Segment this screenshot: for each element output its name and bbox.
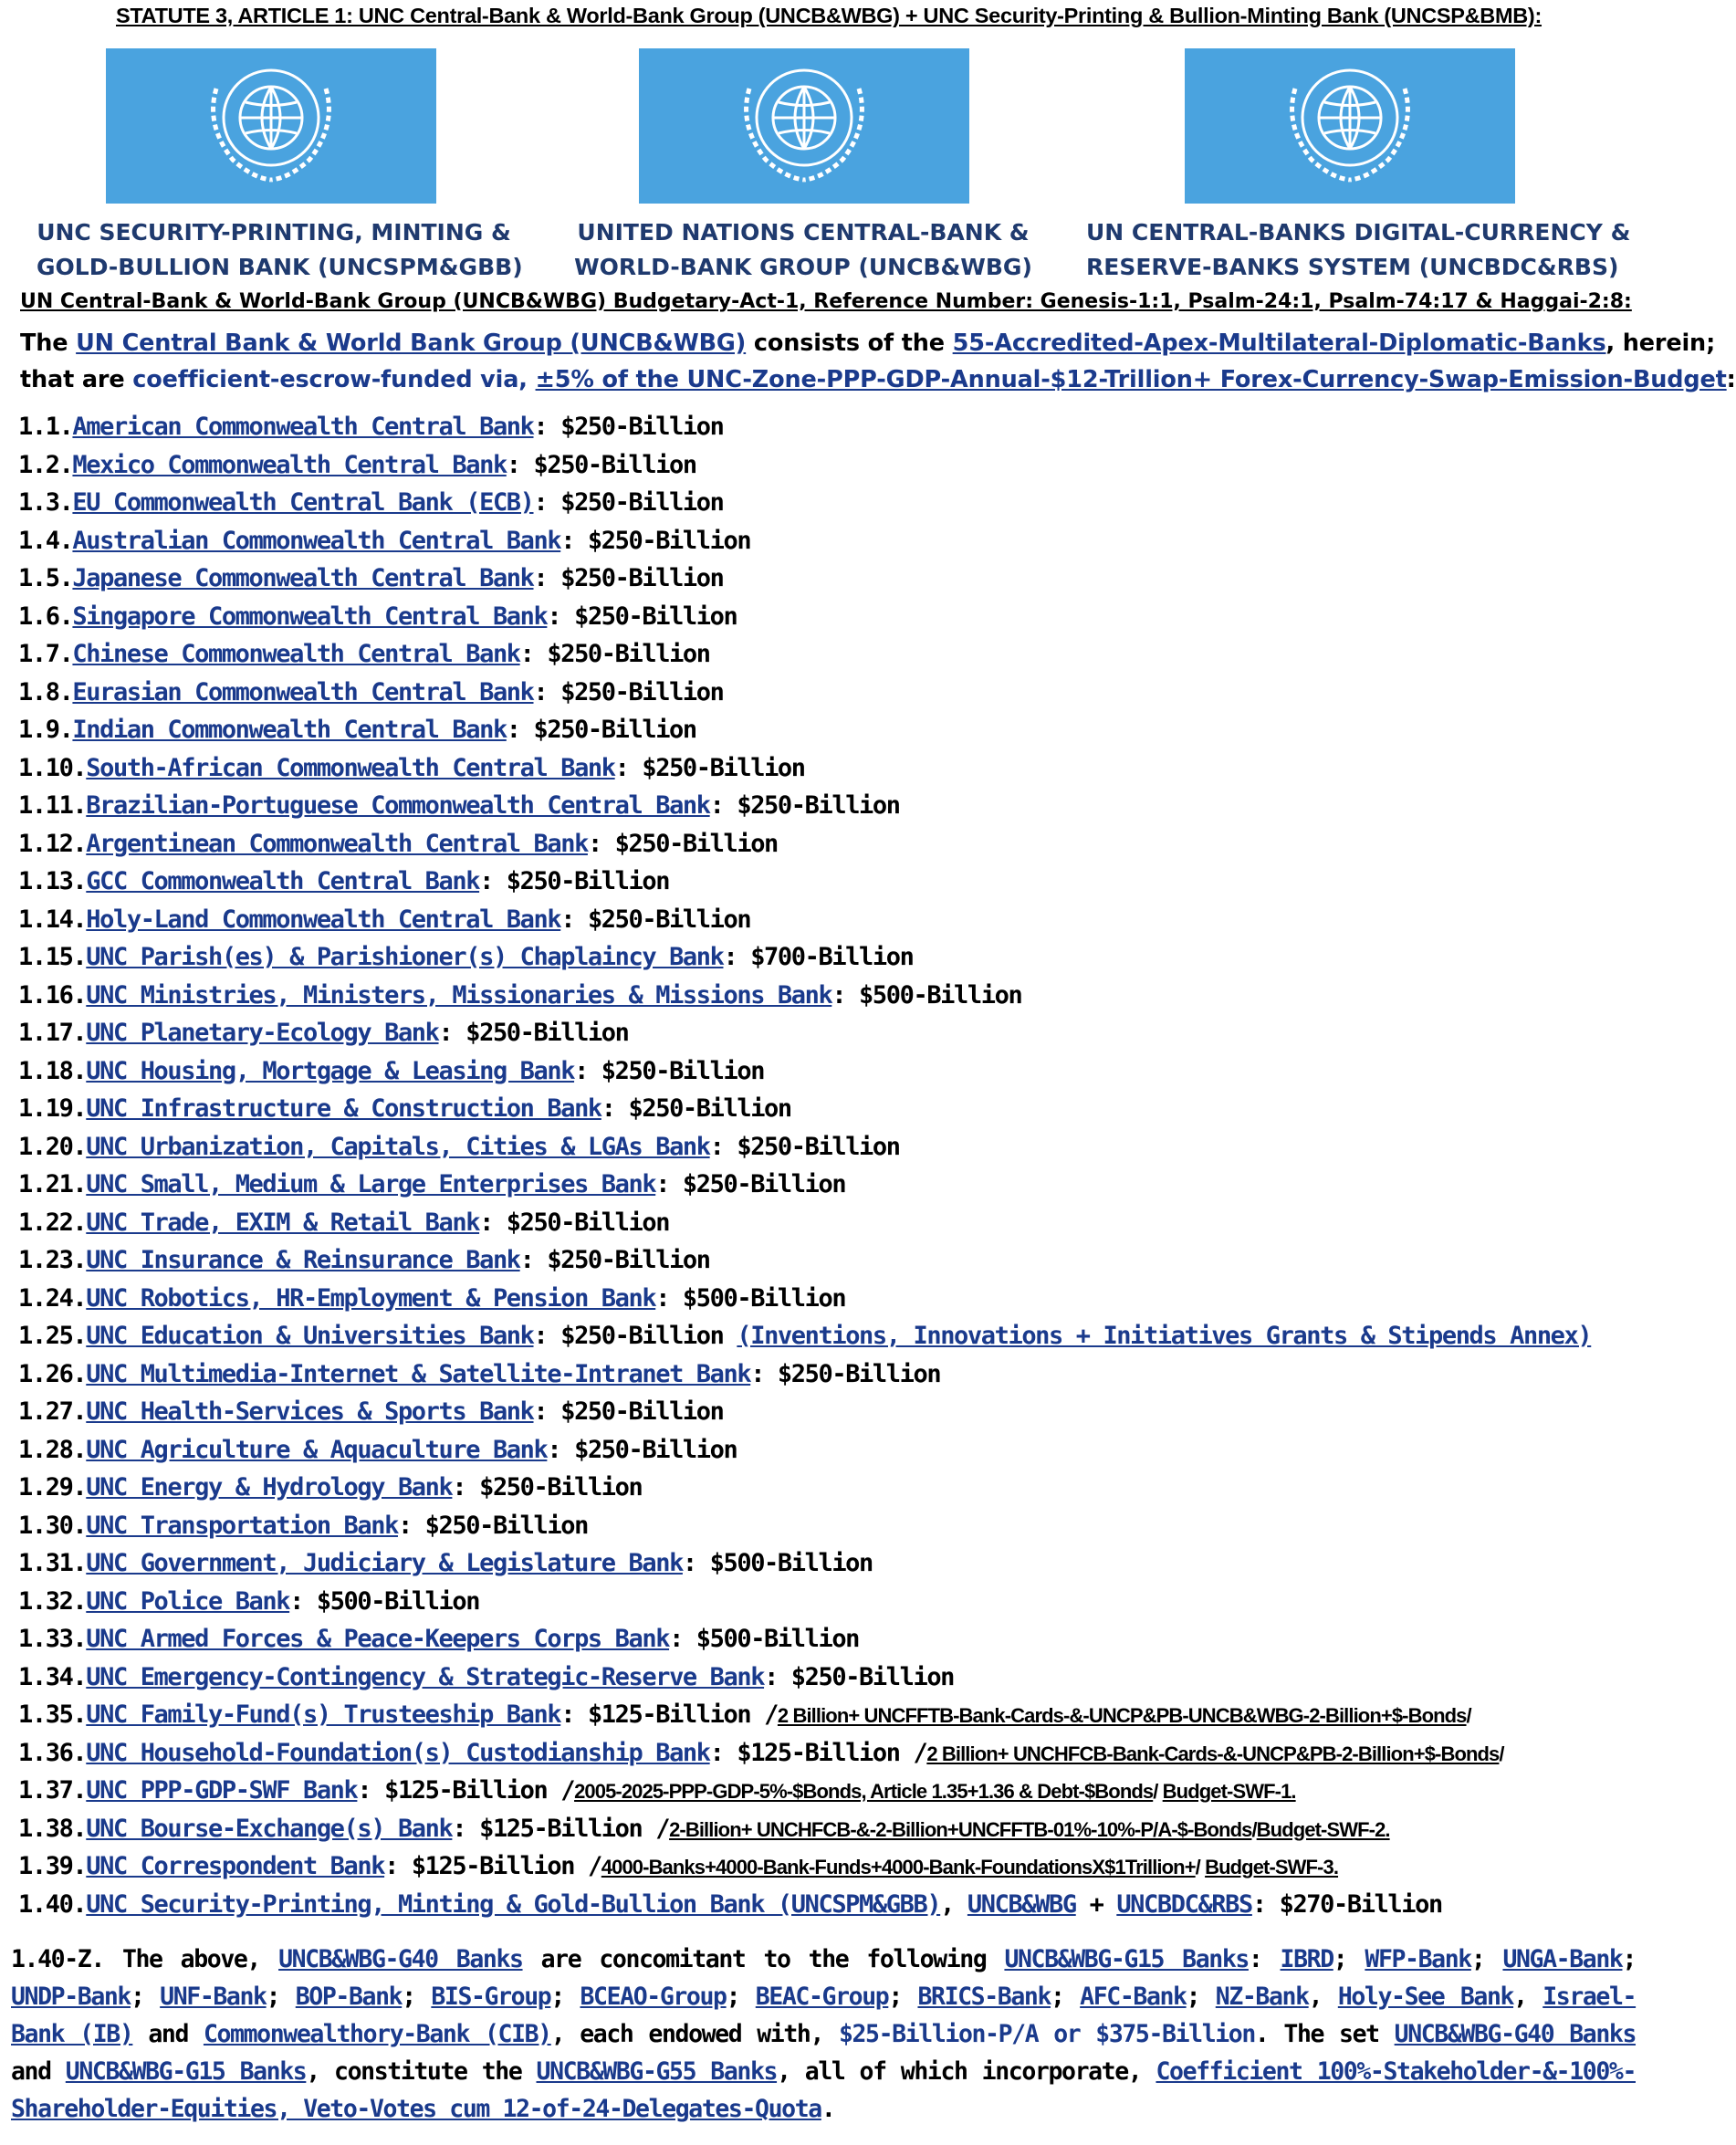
bank-list-item xyxy=(18,1317,1652,1355)
g15-bank-link[interactable]: Holy-See Bank xyxy=(1337,1983,1514,2011)
item-number: 1.30. xyxy=(18,1511,87,1540)
bank-list-item xyxy=(18,1847,1652,1886)
g15-bank-link[interactable]: Israel-Bank (IB) xyxy=(11,1983,1637,2048)
logo-uncspmgbb xyxy=(106,48,436,204)
bank-list-item xyxy=(18,1393,1652,1431)
bank-name-link[interactable]: Holy-Land Commonwealth Central Bank xyxy=(86,905,561,934)
bank-amount: : $250-Billion xyxy=(533,677,724,706)
g15-bank-link[interactable]: UNDP-Bank xyxy=(11,1983,131,2011)
bank-name-link[interactable]: UNC Family-Fund(s) Trusteeship Bank xyxy=(86,1700,561,1729)
bond-note-link[interactable]: Budget-SWF-1. xyxy=(1162,1780,1296,1803)
bank-name-link[interactable]: UNC Emergency-Contingency & Strategic-Reserve Bank xyxy=(86,1662,765,1691)
bank-name-link[interactable]: UNC Urbanization, Capitals, Cities & LGAs Bank xyxy=(86,1132,710,1161)
annex-link[interactable]: (Inventions, Innovations + Initiatives Grants & Stipends Annex) xyxy=(737,1322,1592,1350)
bank-amount: : $125-Billion / xyxy=(357,1776,575,1805)
bank-name-link[interactable]: UNC Transportation Bank xyxy=(86,1511,398,1540)
g15-bank-link[interactable]: BOP-Bank xyxy=(295,1983,403,2011)
bank-amount: : $125-Billion / xyxy=(560,1700,778,1729)
link-55-banks[interactable]: 55-Accredited-Apex-Multilateral-Diplomatic-Banks xyxy=(952,330,1606,357)
budget-act-line: UN Central-Bank & World-Bank Group (UNCB&WBG) Budgetary-Act-1, Reference Number: Genesis-1:1, Psalm-24:1, Psalm-74:17 & Haggai-2:8: xyxy=(20,290,1632,313)
item-number: 1.20. xyxy=(18,1132,87,1161)
bank-name-link[interactable]: Singapore Commonwealth Central Bank xyxy=(72,602,548,631)
bank-amount: : $250-Billion xyxy=(506,450,696,479)
bank-amount: : $500-Billion xyxy=(289,1586,480,1616)
bank-list-item xyxy=(18,1204,1652,1242)
bank-amount: : $250-Billion xyxy=(574,1056,765,1085)
link-g15[interactable]: UNCB&WBG-G15 Banks xyxy=(1004,1945,1249,1973)
bank-list-item xyxy=(18,1166,1652,1204)
bank-list-item xyxy=(18,825,1652,863)
g15-bank-link[interactable]: WFP-Bank xyxy=(1365,1945,1471,1973)
bank-name-link[interactable]: UNC PPP-GDP-SWF Bank xyxy=(86,1776,358,1805)
logo-caption: UN CENTRAL-BANKS DIGITAL-CURRENCY & RESERVE-BANKS SYSTEM (UNCBDC&RBS) xyxy=(1086,219,1631,280)
bank-name-link[interactable]: UNC Bourse-Exchange(s) Bank xyxy=(86,1814,453,1843)
bond-note-link[interactable]: 2-Billion+ UNCHFCB-&-2-Billion+UNCFFTB-01%-10%-P/A-$-Bonds xyxy=(669,1817,1252,1841)
item-number: 1.17. xyxy=(18,1019,87,1047)
link-uncbwbg[interactable]: UN Central Bank & World Bank Group (UNCB&WBG) xyxy=(76,330,747,357)
bank-name-link[interactable]: Argentinean Commonwealth Central Bank xyxy=(86,829,588,858)
g15-bank-link[interactable]: UNGA-Bank xyxy=(1502,1945,1623,1973)
bank-name-link[interactable]: UNC Correspondent Bank xyxy=(86,1852,385,1880)
separator: / xyxy=(1251,1817,1257,1841)
item-number: 1.15. xyxy=(18,943,87,971)
bank-amount: : $250-Billion xyxy=(547,1435,737,1464)
g15-bank-link[interactable]: BEAC-Group xyxy=(755,1983,889,2011)
bank-name-link[interactable]: GCC Commonwealth Central Bank xyxy=(86,867,480,895)
bank-name-link[interactable]: EU Commonwealth Central Bank (ECB) xyxy=(72,488,534,517)
bank-list-item xyxy=(18,901,1652,939)
bank-list-item xyxy=(18,863,1652,901)
bank-list-item xyxy=(18,1431,1652,1470)
bank-list-item xyxy=(18,560,1652,598)
bond-note xyxy=(669,1818,1390,1841)
bond-note xyxy=(574,1780,1296,1803)
item-number: 1.35. xyxy=(18,1700,87,1729)
bank-amount: : $250-Billion xyxy=(560,526,751,555)
item-number: 1.38. xyxy=(18,1814,87,1843)
bank-name-link[interactable]: UNC Agriculture & Aquaculture Bank xyxy=(86,1435,548,1464)
item-number: 1.29. xyxy=(18,1473,87,1502)
bank-name-link[interactable]: Eurasian Commonwealth Central Bank xyxy=(72,677,534,706)
bank-amount: : $250-Billion xyxy=(709,791,900,820)
bank-name-link[interactable]: UNC Infrastructure & Construction Bank xyxy=(86,1094,601,1123)
g15-bank-link[interactable]: AFC-Bank xyxy=(1080,1983,1187,2011)
bank-name-link[interactable]: Australian Commonwealth Central Bank xyxy=(72,526,561,555)
bank-amount: : $250-Billion xyxy=(519,1246,710,1274)
bank-name-link[interactable]: UNC Armed Forces & Peace-Keepers Corps Bank xyxy=(86,1625,670,1653)
bond-note xyxy=(778,1704,1471,1727)
item-number: 1.32. xyxy=(18,1586,87,1616)
bank-amount: : $250-Billion xyxy=(533,488,724,517)
item-number: 1.19. xyxy=(18,1094,87,1123)
item-number: 1.16. xyxy=(18,980,87,1010)
bank-name-link[interactable]: UNC Robotics, HR-Employment & Pension Bank xyxy=(86,1283,656,1313)
item-number: 1.18. xyxy=(18,1056,87,1085)
bank-amount: : $250-Billion xyxy=(519,640,710,668)
bank-name-link[interactable]: Japanese Commonwealth Central Bank xyxy=(72,564,534,592)
bank-list-item xyxy=(18,1886,1652,1924)
bank-amount: : $250-Billion xyxy=(452,1473,643,1502)
bank-list-item xyxy=(18,938,1652,977)
bank-list-item xyxy=(18,1090,1652,1128)
bank-name-link[interactable]: UNC Energy & Hydrology Bank xyxy=(86,1473,453,1502)
separator: / xyxy=(1153,1780,1163,1803)
link-forex-budget[interactable]: ±5% of the UNC-Zone-PPP-GDP-Annual-$12-Trillion+ Forex-Currency-Swap-Emission-Budget xyxy=(535,366,1727,393)
g15-bank-link[interactable]: Commonwealthory-Bank (CIB) xyxy=(203,2020,551,2048)
bank-amount: : $250-Billion xyxy=(655,1170,846,1198)
item-number: 1.8. xyxy=(18,677,73,706)
item-number: 1.22. xyxy=(18,1208,87,1237)
bank-name-link[interactable]: UNC Security-Printing, Minting & Gold-Bullion Bank (UNCSPM&GBB) xyxy=(86,1889,941,1919)
bank-name-link[interactable]: Chinese Commonwealth Central Bank xyxy=(72,640,520,668)
item-number: 1.5. xyxy=(18,564,73,592)
bank-list-item xyxy=(18,1583,1652,1621)
bank-amount: : $250-Billion xyxy=(764,1662,955,1691)
bank-list-item xyxy=(18,1280,1652,1318)
bank-list-item xyxy=(18,1469,1652,1507)
bank-amount: : $250-Billion xyxy=(479,867,670,895)
link-g40[interactable]: UNCB&WBG-G40 Banks xyxy=(1394,2020,1637,2048)
bank-name-link[interactable]: UNC Health-Services & Sports Bank xyxy=(86,1397,534,1426)
item-number: 1.6. xyxy=(18,602,73,631)
logo-caption: UNITED NATIONS CENTRAL-BANK & WORLD-BANK GROUP (UNCB&WBG) xyxy=(574,219,1032,280)
bank-list-item xyxy=(18,408,1652,446)
bank-amount: : $500-Billion xyxy=(669,1625,860,1653)
bank-list-item xyxy=(18,1810,1652,1848)
separator: / xyxy=(1195,1856,1206,1878)
item-number: 1.2. xyxy=(18,450,73,479)
bond-note xyxy=(926,1742,1503,1765)
bank-name-link[interactable]: UNC Police Bank xyxy=(86,1586,290,1616)
item-number: 1.31. xyxy=(18,1549,87,1577)
item-number: 1.28. xyxy=(18,1435,87,1464)
bond-note-link[interactable]: Budget-SWF-2. xyxy=(1256,1817,1390,1841)
bond-note-link[interactable]: 2005-2025-PPP-GDP-5%-$Bonds, Article 1.35+1.36 & Debt-$Bonds xyxy=(574,1780,1154,1803)
bank-list-item xyxy=(18,598,1652,636)
bank-list xyxy=(18,408,1652,1923)
g15-bank-link[interactable]: UNF-Bank xyxy=(160,1983,267,2011)
bank-amount: : $250-Billion xyxy=(438,1019,629,1047)
item-number: 1.39. xyxy=(18,1852,87,1880)
item-number: 1.40. xyxy=(18,1889,87,1919)
item-number: 1.23. xyxy=(18,1246,87,1274)
bank-amount: : $250-Billion xyxy=(560,905,751,934)
bond-note-link[interactable]: Budget-SWF-3. xyxy=(1205,1856,1339,1878)
link-g40[interactable]: UNCB&WBG-G40 Banks xyxy=(278,1945,523,1973)
bank-amount: : $250-Billion xyxy=(533,1397,724,1426)
bank-amount: : $250-Billion xyxy=(750,1359,941,1388)
item-number: 1.12. xyxy=(18,829,87,858)
item-number: 1.10. xyxy=(18,753,87,782)
bank-amount: : $250-Billion xyxy=(533,564,724,592)
bank-list-item xyxy=(18,749,1652,788)
bank-name-link[interactable]: UNC Multimedia-Internet & Satellite-Intranet Bank xyxy=(86,1359,751,1388)
bank-name-link[interactable]: UNC Parish(es) & Parishioner(s) Chaplaincy Bank xyxy=(86,943,724,971)
bank-name-link[interactable]: UNC Insurance & Reinsurance Bank xyxy=(86,1246,520,1274)
bank-list-item xyxy=(18,1355,1652,1394)
bank-name-link[interactable]: UNCB&WBG xyxy=(967,1889,1076,1919)
item-number: 1.1. xyxy=(18,413,73,441)
bank-name-link[interactable]: Mexico Commonwealth Central Bank xyxy=(72,450,507,479)
link-g15[interactable]: UNCB&WBG-G15 Banks xyxy=(65,2057,307,2086)
bank-list-item xyxy=(18,1620,1652,1658)
bank-amount: : $250-Billion xyxy=(533,1322,737,1350)
bank-name-link[interactable]: Indian Commonwealth Central Bank xyxy=(72,716,507,744)
bank-amount: : $500-Billion xyxy=(655,1283,846,1313)
bank-name-link[interactable]: American Commonwealth Central Bank xyxy=(72,413,534,441)
bank-name-link[interactable]: UNC Small, Medium & Large Enterprises Bank xyxy=(86,1170,656,1198)
bank-list-item xyxy=(18,711,1652,749)
bank-list-item xyxy=(18,674,1652,712)
bank-name-link[interactable]: UNC Government, Judiciary & Legislature Bank xyxy=(86,1549,683,1577)
un-emblem-icon xyxy=(722,52,886,200)
page-heading: STATUTE 3, ARTICLE 1: UNC Central-Bank & World-Bank Group (UNCB&WBG) + UNC Security-Printing & Bullion-Minting Bank (UNCSP&BMB): xyxy=(116,4,1542,27)
bank-list-item xyxy=(18,1734,1652,1773)
bank-list-item xyxy=(18,446,1652,485)
bank-amount: : $125-Billion / xyxy=(452,1814,670,1843)
g15-bank-link[interactable]: NZ-Bank xyxy=(1215,1983,1309,2011)
bank-amount: : $500-Billion xyxy=(831,980,1022,1010)
bank-list-item xyxy=(18,484,1652,522)
bank-amount: : $700-Billion xyxy=(723,943,914,971)
bank-amount: : $250-Billion xyxy=(533,413,724,441)
bank-list-item xyxy=(18,1128,1652,1167)
bank-name-link[interactable]: Brazilian-Portuguese Commonwealth Central Bank xyxy=(86,791,710,820)
item-number: 1.24. xyxy=(18,1283,87,1313)
bank-amount: : $250-Billion xyxy=(479,1208,670,1237)
bank-name-link[interactable]: UNC Planetary-Ecology Bank xyxy=(86,1019,439,1047)
bank-name-link[interactable]: UNC Trade, EXIM & Retail Bank xyxy=(86,1208,480,1237)
bond-note-link[interactable]: 4000-Banks+4000-Bank-Funds+4000-Bank-FoundationsX$1Trillion+ xyxy=(601,1856,1196,1878)
bank-amount: : $250-Billion xyxy=(547,602,737,631)
link-g55[interactable]: UNCB&WBG-G55 Banks xyxy=(536,2057,778,2086)
separator: + xyxy=(1075,1889,1117,1919)
un-emblem-icon xyxy=(189,52,353,200)
bank-list-item xyxy=(18,1658,1652,1697)
separator: / xyxy=(1499,1742,1504,1765)
item-number: 1.36. xyxy=(18,1738,87,1767)
item-number: 1.27. xyxy=(18,1397,87,1426)
item-number: 1.9. xyxy=(18,716,73,744)
bank-list-item xyxy=(18,1014,1652,1052)
bank-amount: : $250-Billion xyxy=(397,1511,588,1540)
item-number: 1.21. xyxy=(18,1170,87,1198)
bond-note xyxy=(601,1856,1338,1878)
item-number: 1.25. xyxy=(18,1322,87,1350)
bank-amount: : $250-Billion xyxy=(506,716,696,744)
bank-name-link[interactable]: UNC Housing, Mortgage & Leasing Bank xyxy=(86,1056,575,1085)
g15-bank-link[interactable]: BIS-Group xyxy=(431,1983,551,2011)
bank-amount: : $250-Billion xyxy=(601,1094,791,1123)
item-number: 1.34. xyxy=(18,1662,87,1691)
item-number: 1.37. xyxy=(18,1776,87,1805)
item-number: 1.3. xyxy=(18,488,73,517)
bank-list-item xyxy=(18,787,1652,825)
bank-list-item xyxy=(18,522,1652,560)
bank-amount: : $270-Billion xyxy=(1251,1889,1442,1919)
g15-bank-link[interactable]: IBRD xyxy=(1280,1945,1333,1973)
logo-uncbdcrbs xyxy=(1185,48,1515,204)
item-number: 1.13. xyxy=(18,867,87,895)
g15-bank-link[interactable]: BCEAO-Group xyxy=(580,1983,727,2011)
bank-list-item xyxy=(18,1696,1652,1734)
bank-amount: : $250-Billion xyxy=(709,1132,900,1161)
bank-list-item xyxy=(18,1052,1652,1091)
item-number: 1.11. xyxy=(18,791,87,820)
closing-paragraph: 1.40-Z. The above, UNCB&WBG-G40 Banks are concomitant to the following UNCB&WBG-G15 Banks: IBRD; WFP-Bank; UNGA-Bank; UNDP-Bank; UNF-Bank; BOP-Bank; BIS-Group; BCEAO-Group; BEAC-Group; BRICS-Bank; AFC-Bank; NZ-Bank, Holy-See Bank, Israel-Bank (IB) and Commonwealthory-Bank (CIB), each endowed with, $25-Billion-P/A or $375-Billion. The set UNCB&WBG-G40 Banks and UNCB&WBG-G15 Banks, constitute the UNCB&WBG-G55 Banks, all of which incorporate, Coefficient 100%-Stakeholder-&-100%-Shareholder-Equities, Veto-Votes cum 12-of-24-Delegates-Quota. xyxy=(11,1945,1637,2123)
bank-name-link[interactable]: UNC Education & Universities Bank xyxy=(86,1322,534,1350)
bond-note-link[interactable]: 2 Billion+ UNCHFCB-Bank-Cards-&-UNCP&PB-2-Billion+$-Bonds xyxy=(926,1742,1500,1765)
intro-paragraph: The UN Central Bank & World Bank Group (UNCB&WBG) consists of the 55-Accredited-Apex-Multilateral-Diplomatic-Banks, herein; that are coefficient-escrow-funded via, ±5% of the UNC-Zone-PPP-GDP-Annual-$12-Trillion+ Forex-Currency-Swap-Emission-Budget: xyxy=(20,330,1736,393)
separator: , xyxy=(940,1889,967,1919)
item-number: 1.7. xyxy=(18,640,73,668)
un-emblem-icon xyxy=(1268,52,1432,200)
bank-list-item xyxy=(18,1544,1652,1583)
bank-list-item xyxy=(18,1772,1652,1810)
item-number: 1.26. xyxy=(18,1359,87,1388)
bank-amount: : $125-Billion / xyxy=(384,1852,601,1880)
bank-list-item xyxy=(18,1507,1652,1545)
logo-caption: UNC SECURITY-PRINTING, MINTING & GOLD-BULLION BANK (UNCSPM&GBB) xyxy=(37,219,523,280)
item-number: 1.14. xyxy=(18,905,87,934)
g15-bank-link[interactable]: BRICS-Bank xyxy=(917,1983,1051,2011)
bond-note-link[interactable]: 2 Billion+ UNCFFTB-Bank-Cards-&-UNCP&PB-UNCB&WBG-2-Billion+$-Bonds xyxy=(777,1704,1467,1727)
bank-amount: : $250-Billion xyxy=(614,753,805,782)
separator: / xyxy=(1466,1704,1471,1727)
bank-list-item xyxy=(18,635,1652,674)
bank-amount: : $500-Billion xyxy=(682,1549,873,1577)
bank-name-link[interactable]: UNC Ministries, Ministers, Missionaries & Missions Bank xyxy=(86,980,832,1010)
bank-amount: : $125-Billion / xyxy=(709,1738,927,1767)
logo-uncbwbg xyxy=(639,48,969,204)
bank-name-link[interactable]: UNC Household-Foundation(s) Custodianship Bank xyxy=(86,1738,710,1767)
link-equities[interactable]: Coefficient 100%-Stakeholder-&-100%-Shareholder-Equities, Veto-Votes cum 12-of-24-Delegates-Quota xyxy=(11,2057,1636,2123)
bank-list-item xyxy=(18,977,1652,1015)
item-number: 1.4. xyxy=(18,526,73,555)
bank-amount: : $250-Billion xyxy=(587,829,778,858)
bank-list-item xyxy=(18,1241,1652,1280)
item-number: 1.33. xyxy=(18,1625,87,1653)
bank-name-link[interactable]: UNCBDC&RBS xyxy=(1116,1889,1252,1919)
bank-name-link[interactable]: South-African Commonwealth Central Bank xyxy=(86,753,615,782)
